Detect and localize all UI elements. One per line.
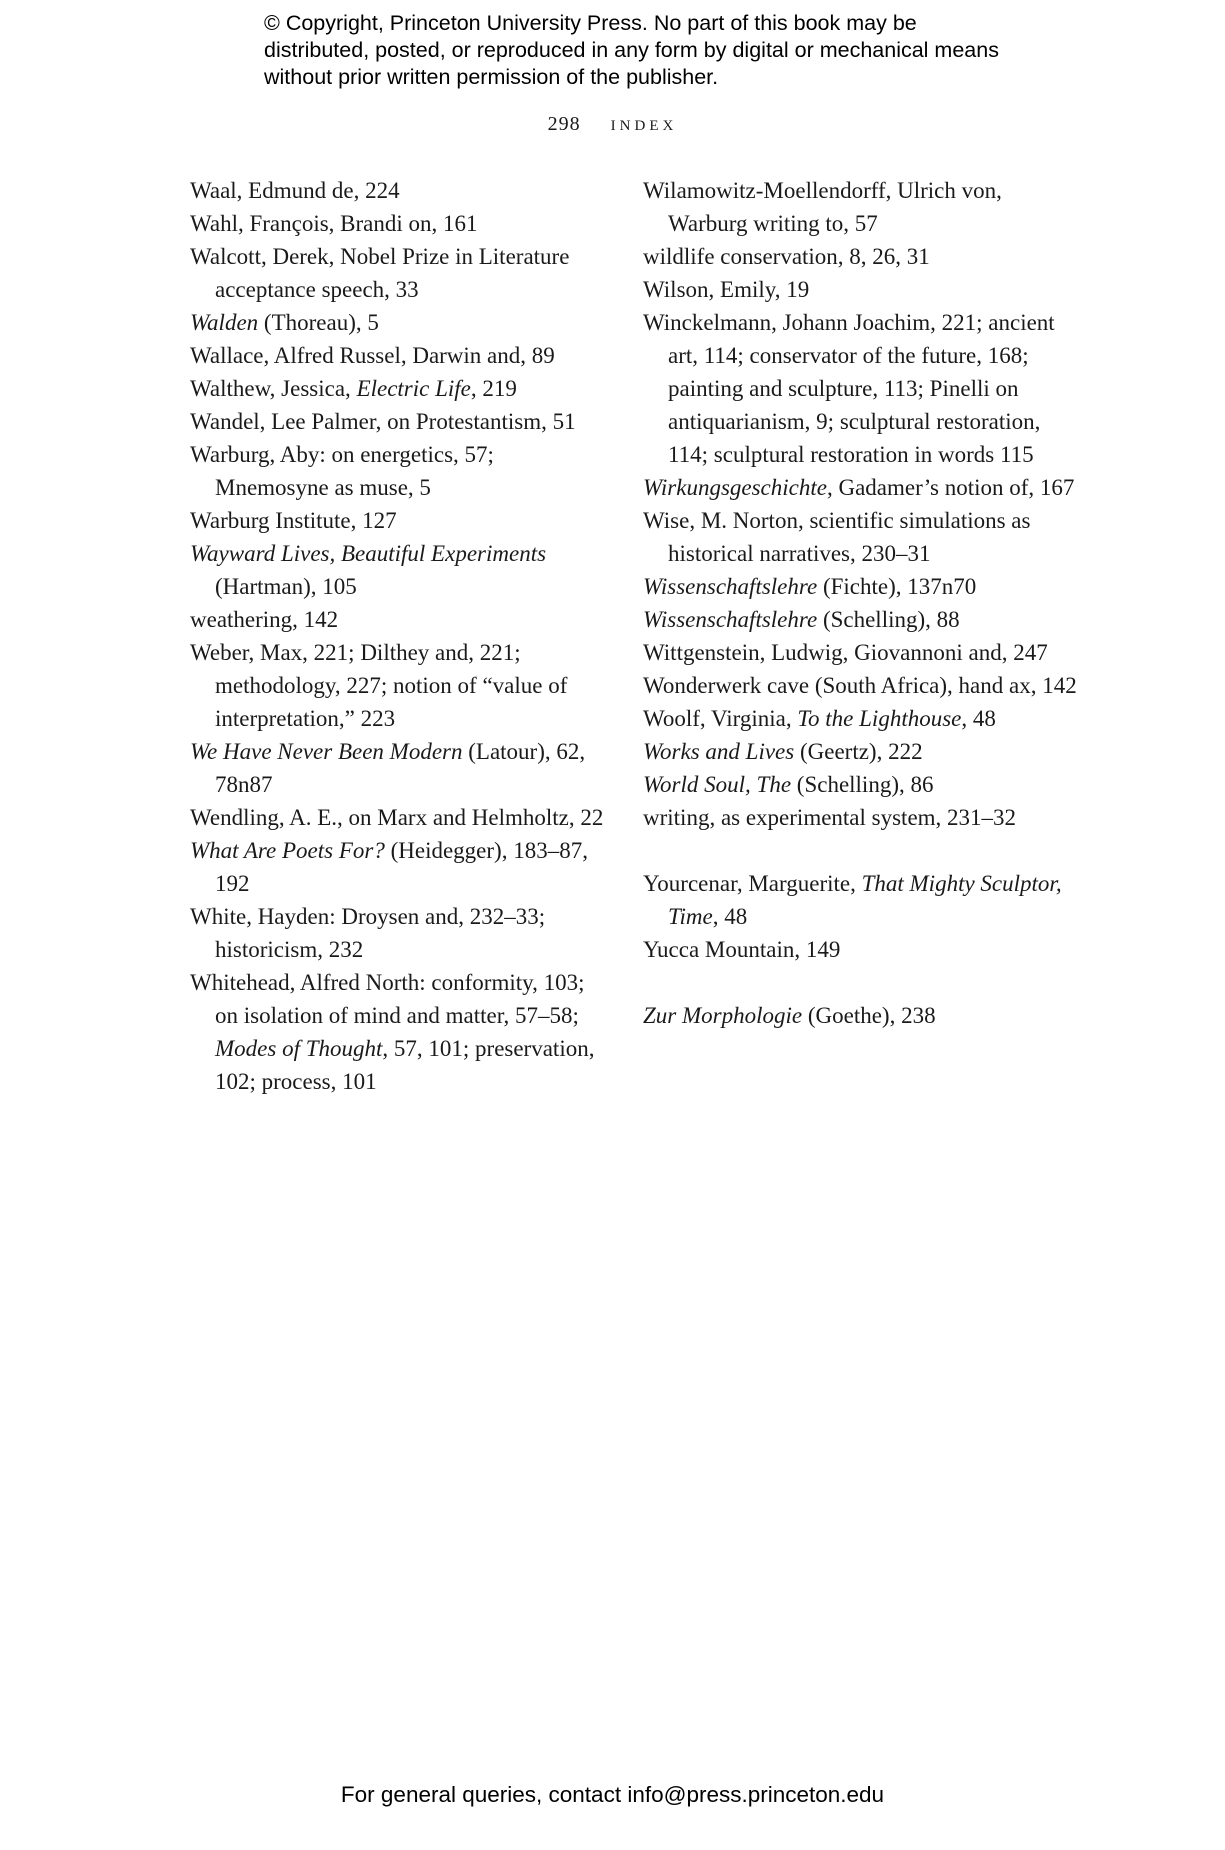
index-entry bbox=[190, 174, 610, 207]
index-entry-text: Wilson, Emily, 19 bbox=[643, 277, 810, 302]
index-entry bbox=[643, 273, 1083, 306]
index-entry-title: Zur Morphologie bbox=[643, 1003, 803, 1028]
index-entry-text: (Goethe), 238 bbox=[802, 1003, 936, 1028]
index-entry-title: World Soul, The bbox=[643, 772, 792, 797]
index-entry bbox=[643, 702, 1083, 735]
index-column-right bbox=[643, 174, 1083, 1032]
index-entry bbox=[190, 801, 610, 834]
index-entry bbox=[190, 207, 610, 240]
index-entry bbox=[190, 636, 610, 735]
index-entry bbox=[190, 504, 610, 537]
section-title: index bbox=[610, 110, 678, 135]
page-number: 298 bbox=[547, 113, 581, 135]
index-entry-text: Yucca Mountain, 149 bbox=[643, 937, 841, 962]
index-entry bbox=[190, 537, 610, 603]
index-entry bbox=[643, 801, 1083, 834]
index-entry-text: Warburg, Aby: on energetics, 57; Mnemosyne as muse, 5 bbox=[190, 442, 494, 500]
index-entry-title: Works and Lives bbox=[643, 739, 795, 764]
index-entry-text: (Hartman), 105 bbox=[215, 574, 357, 599]
index-entry bbox=[643, 636, 1083, 669]
index-entry-text: Yourcenar, Marguerite, bbox=[643, 871, 862, 896]
index-entry-text: Weber, Max, 221; Dilthey and, 221; methodology, 227; notion of “value of interpretation,” 223 bbox=[190, 640, 568, 731]
index-entry bbox=[190, 438, 610, 504]
index-entry-title: Wissenschaftslehre bbox=[643, 607, 818, 632]
index-entry bbox=[643, 570, 1083, 603]
index-entry-text: , 48 bbox=[961, 706, 996, 731]
index-entry bbox=[643, 471, 1083, 504]
index-entry-text: weathering, 142 bbox=[190, 607, 339, 632]
index-entry bbox=[190, 372, 610, 405]
index-entry bbox=[190, 405, 610, 438]
letter-group-gap bbox=[643, 834, 1083, 867]
index-entry-title: Wayward Lives, Beautiful Experiments bbox=[190, 541, 547, 566]
index-entry bbox=[643, 240, 1083, 273]
index-entry-text: , 48 bbox=[712, 904, 748, 929]
letter-group-gap bbox=[643, 966, 1083, 999]
index-entry-text: Wise, M. Norton, scientific simulations as historical narratives, 230–31 bbox=[643, 508, 1031, 566]
index-entry-text: (Geertz), 222 bbox=[794, 739, 923, 764]
index-entry bbox=[643, 174, 1083, 240]
index-entry-text: (Schelling), 88 bbox=[817, 607, 960, 632]
index-entry-text: , 57, 101; preservation, 102; process, 101 bbox=[215, 1036, 595, 1094]
index-entry-title: Wissenschaftslehre bbox=[643, 574, 818, 599]
footer-contact: For general queries, contact info@press.princeton.edu bbox=[340, 1782, 885, 1807]
index-entry-title: Wirkungsgeschichte bbox=[643, 475, 827, 500]
index-entry-text: Wendling, A. E., on Marx and Helmholtz, 22 bbox=[190, 805, 604, 830]
index-entry-text: Walcott, Derek, Nobel Prize in Literature acceptance speech, 33 bbox=[190, 244, 570, 302]
index-entry bbox=[190, 834, 610, 900]
index-entry bbox=[643, 867, 1083, 933]
index-entry bbox=[643, 306, 1083, 471]
index-entry bbox=[190, 603, 610, 636]
index-entry-text: Wittgenstein, Ludwig, Giovannoni and, 247 bbox=[643, 640, 1048, 665]
copyright-notice: © Copyright, Princeton University Press. No part of this book may be distributed, posted, or reproduced in any form by digital or mechanical means without prior written permission of the publisher. bbox=[264, 11, 999, 89]
index-entry-title: That Mighty Sculptor, Time bbox=[668, 871, 1062, 929]
index-entry-text: Whitehead, Alfred North: conformity, 103; on isolation of mind and matter, 57–58; bbox=[190, 970, 585, 1028]
index-entry-text: (Heidegger), 183–87, 192 bbox=[215, 838, 588, 896]
index-entry-title: To the Lighthouse bbox=[797, 706, 962, 731]
index-entry-text: Wallace, Alfred Russel, Darwin and, 89 bbox=[190, 343, 555, 368]
index-entry bbox=[190, 306, 610, 339]
index-entry-title: Modes of Thought bbox=[215, 1036, 383, 1061]
index-entry-text: Wahl, François, Brandi on, 161 bbox=[190, 211, 478, 236]
index-entry bbox=[643, 768, 1083, 801]
index-entry-text: Wilamowitz-Moellendorff, Ulrich von, Warburg writing to, 57 bbox=[643, 178, 1002, 236]
index-entry-text: Walthew, Jessica, bbox=[190, 376, 357, 401]
index-entry-text: writing, as experimental system, 231–32 bbox=[643, 805, 1017, 830]
index-entry-text: (Fichte), 137n70 bbox=[817, 574, 977, 599]
index-entry-text: (Thoreau), 5 bbox=[258, 310, 379, 335]
index-entry-text: (Schelling), 86 bbox=[791, 772, 934, 797]
index-entry bbox=[190, 966, 610, 1098]
index-entry bbox=[190, 900, 610, 966]
running-head bbox=[0, 110, 1225, 136]
index-entry-text: wildlife conservation, 8, 26, 31 bbox=[643, 244, 930, 269]
index-entry bbox=[643, 504, 1083, 570]
index-entry bbox=[643, 603, 1083, 636]
index-entry bbox=[190, 339, 610, 372]
index-entry-text: Wandel, Lee Palmer, on Protestantism, 51 bbox=[190, 409, 576, 434]
index-entry-text: Wonderwerk cave (South Africa), hand ax, 142 bbox=[643, 673, 1077, 698]
index-column-left bbox=[190, 174, 610, 1098]
index-entry-title: What Are Poets For? bbox=[190, 838, 385, 863]
index-entry-text: Winckelmann, Johann Joachim, 221; ancient art, 114; conservator of the future, 168; painting and sculpture, 113; Pinelli on antiquarianism, 9; sculptural restoration, 114; sculptural restoration in words 115 bbox=[643, 310, 1055, 467]
index-entry-text: Woolf, Virginia, bbox=[643, 706, 798, 731]
index-entry-text: (Latour), 62, 78n87 bbox=[215, 739, 586, 797]
index-entry-text: , 219 bbox=[470, 376, 517, 401]
index-entry-text: Warburg Institute, 127 bbox=[190, 508, 397, 533]
index-entry bbox=[190, 735, 610, 801]
index-entry-title: We Have Never Been Modern bbox=[190, 739, 463, 764]
index-entry bbox=[643, 735, 1083, 768]
index-entry bbox=[643, 999, 1083, 1032]
index-entry bbox=[190, 240, 610, 306]
index-entry-title: Electric Life bbox=[356, 376, 471, 401]
index-entry bbox=[643, 669, 1083, 702]
index-entry-text: , Gadamer’s notion of, 167 bbox=[826, 475, 1075, 500]
index-entry-title: Walden bbox=[190, 310, 259, 335]
index-entry-text: Waal, Edmund de, 224 bbox=[190, 178, 400, 203]
index-entry bbox=[643, 933, 1083, 966]
index-entry-text: White, Hayden: Droysen and, 232–33; historicism, 232 bbox=[190, 904, 546, 962]
